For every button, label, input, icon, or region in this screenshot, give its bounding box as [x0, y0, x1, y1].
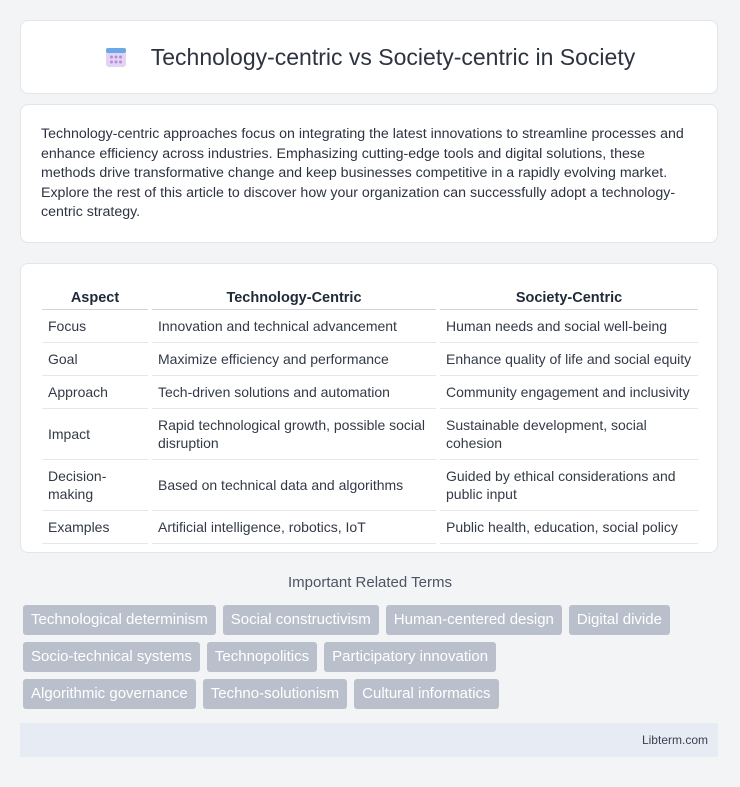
- page-title: Technology-centric vs Society-centric in Society: [150, 43, 636, 70]
- table-cell: Sustainable development, social cohesion: [440, 409, 698, 460]
- table-row: [42, 376, 698, 409]
- related-terms-title: Important Related Terms: [288, 574, 452, 591]
- table-cell: Guided by ethical considerations and public input: [440, 460, 698, 511]
- table-cell: Focus: [42, 310, 148, 343]
- table-row: [42, 343, 698, 376]
- intro-card: [20, 104, 718, 243]
- intro-paragraph: Technology-centric approaches focus on integrating the latest innovations to streamline processes and enhance efficiency across industries. Emphasizing cutting-edge tools and digital solutions, these methods drive transformative change and keep businesses competitive in a rapidly evolving market. Explore the rest of this article to discover how your organization can successfully adopt a technology-centric strategy.: [41, 126, 684, 221]
- tag-cultural-informatics[interactable]: Cultural informatics: [354, 679, 498, 709]
- tag-participatory-innovation[interactable]: Participatory innovation: [324, 642, 496, 672]
- title-card: [20, 20, 718, 94]
- table-cell: Tech-driven solutions and automation: [152, 376, 436, 409]
- tag-technological-determinism[interactable]: Technological determinism: [23, 605, 216, 635]
- header-aspect: Aspect: [42, 284, 148, 310]
- table-cell: Rapid technological growth, possible social disruption: [152, 409, 436, 460]
- comparison-table: [42, 284, 698, 544]
- footer: [20, 723, 718, 757]
- tag-digital-divide[interactable]: Digital divide: [569, 605, 670, 635]
- tag-row: [23, 605, 723, 635]
- header-technology-centric: Technology-Centric: [152, 284, 436, 310]
- table-cell: Approach: [42, 376, 148, 409]
- tag-technopolitics[interactable]: Technopolitics: [207, 642, 317, 672]
- tag-social-constructivism[interactable]: Social constructivism: [223, 605, 379, 635]
- table-cell: Based on technical data and algorithms: [152, 460, 436, 511]
- table-row: [42, 460, 698, 511]
- tag-techno-solutionism[interactable]: Techno-solutionism: [203, 679, 347, 709]
- tag-human-centered-design[interactable]: Human-centered design: [386, 605, 562, 635]
- footer-site-link[interactable]: Libterm.com: [641, 733, 708, 747]
- table-cell: Examples: [42, 511, 148, 544]
- table-cell: Maximize efficiency and performance: [152, 343, 436, 376]
- table-cell: Goal: [42, 343, 148, 376]
- table-cell: Impact: [42, 409, 148, 460]
- related-terms-list: [23, 605, 723, 716]
- header-society-centric: Society-Centric: [440, 284, 698, 310]
- table-cell: Human needs and social well-being: [440, 310, 698, 343]
- tag-algorithmic-governance[interactable]: Algorithmic governance: [23, 679, 196, 709]
- comparison-card: [20, 263, 718, 553]
- table-cell: Public health, education, social policy: [440, 511, 698, 544]
- table-cell: Innovation and technical advancement: [152, 310, 436, 343]
- table-cell: Artificial intelligence, robotics, IoT: [152, 511, 436, 544]
- tag-row: [23, 679, 723, 709]
- tag-row: [23, 642, 723, 672]
- table-row: [42, 310, 698, 343]
- table-cell: Enhance quality of life and social equity: [440, 343, 698, 376]
- table-row: [42, 409, 698, 460]
- calendar-grid-icon: [103, 44, 129, 70]
- table-cell: Decision-making: [42, 460, 148, 511]
- tag-socio-technical-systems[interactable]: Socio-technical systems: [23, 642, 200, 672]
- table-cell: Community engagement and inclusivity: [440, 376, 698, 409]
- table-header-row: [42, 284, 698, 310]
- table-row: [42, 511, 698, 544]
